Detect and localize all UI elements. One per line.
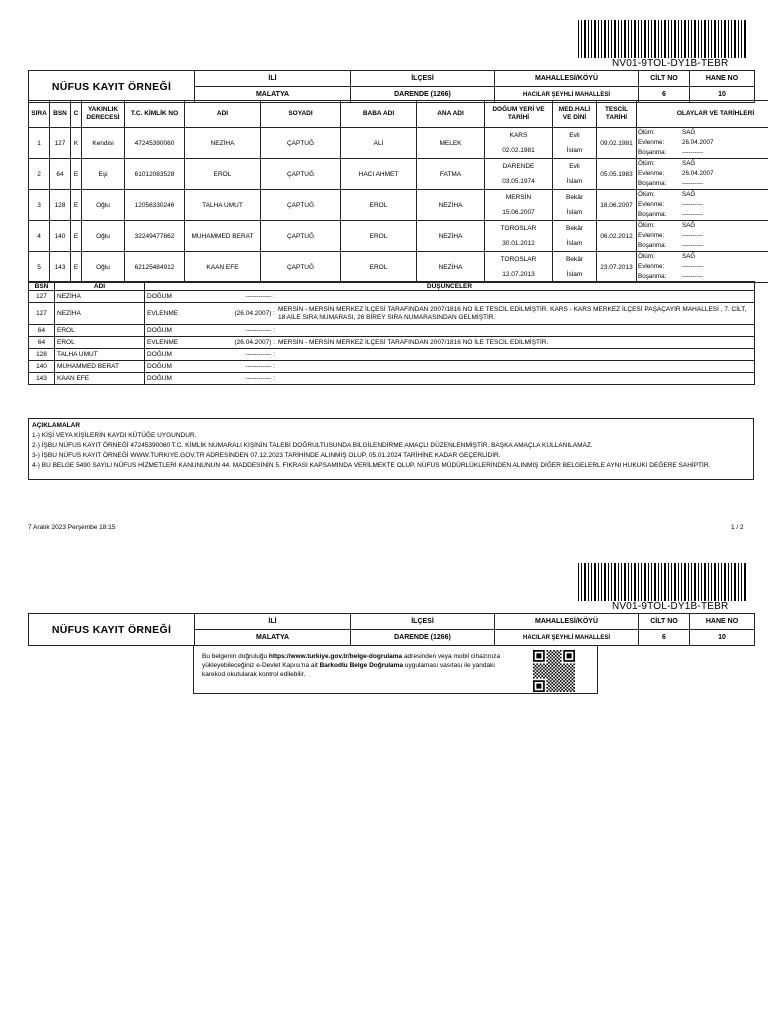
medeni-hal: Bekâr — [566, 225, 583, 232]
olay-value: ---------- — [682, 201, 703, 208]
din: İslam — [566, 271, 583, 278]
header-value-cilt: 6 — [639, 630, 690, 646]
olay-turu: DOĞUM — [147, 375, 172, 382]
aciklama-item: 3-) İŞBU NÜFUS KAYIT ÖRNEĞİ WWW.TURKIYE.GOV.TR ADRESİNDEN 07.12.2023 TARİHİNDE ALINMIŞ OLUP, 05.01.2024 TARİHİNE KADAR GEÇERLİDİR. — [32, 452, 501, 459]
cell-dogum — [485, 128, 553, 159]
notes-cell-adi: MUHAMMED BERAT — [55, 361, 145, 373]
table-row — [29, 252, 768, 283]
cell-soyadi: ÇAPTUĞ — [261, 190, 341, 221]
olay-value: ---------- — [682, 211, 703, 218]
cell-baba-adi: EROL — [341, 252, 417, 283]
dogum-tarihi: 30.01.2012 — [502, 240, 535, 247]
olay-line-evlenme — [638, 200, 768, 210]
table-header-col-yakinlik: YAKINLIK DERECESİ — [82, 101, 125, 128]
table-header-col-sira: SIRA — [29, 101, 50, 128]
olay-turu: DOĞUM — [147, 327, 172, 334]
dogum-yeri: KARS — [509, 132, 528, 139]
olay-turu: DOĞUM — [147, 363, 172, 370]
header-value-ilce: DARENDE (1266) — [351, 87, 495, 103]
cell-baba-adi: HACI AHMET — [341, 159, 417, 190]
olay-turu: EVLENME — [147, 339, 179, 346]
cell-ana-adi: NEZİHA — [417, 252, 485, 283]
header-table — [28, 70, 755, 103]
olay-line-olum — [638, 128, 768, 138]
cell-adi: MUHAMMED BERAT — [185, 221, 261, 252]
notes-row — [29, 291, 755, 303]
header-value-hane: 10 — [690, 630, 755, 646]
cell-tc-kimlik: 12056330246 — [125, 190, 185, 221]
cell-adi: KAAN EFE — [185, 252, 261, 283]
notes-row — [29, 325, 755, 337]
dogum-tarihi: 03.05.1974 — [502, 178, 535, 185]
olay-line-bosanma — [638, 148, 768, 158]
cell-olaylar — [637, 128, 768, 159]
medeni-hal: Evli — [569, 163, 580, 170]
olay-line-bosanma — [638, 179, 768, 189]
verification-text: Bu belgenin doğruluğu https://www.turkiye.gov.tr/belge-dogrulama adresinden veya mobil cihazınıza yükleyebileceğiniz e-Devlet Kapısı'na ait Barkodlu Belge Doğrulama uygulaması vasıtası ile yandaki karekod okutularak kontrol edilebilir. — [202, 653, 501, 678]
notes-cell-adi: EROL — [55, 325, 145, 337]
cell-baba-adi: EROL — [341, 190, 417, 221]
olay-turu: EVLENME — [147, 310, 179, 317]
cell-med-hali — [553, 128, 597, 159]
notes-cell-bsn: 127 — [29, 303, 55, 325]
cell-tc-kimlik: 61012083528 — [125, 159, 185, 190]
notes-cell-dusunce — [145, 303, 755, 325]
notes-cell-adi: TALHA UMUT — [55, 349, 145, 361]
cell-olaylar — [637, 221, 768, 252]
document-title: NÜFUS KAYIT ÖRNEĞİ — [29, 614, 195, 646]
notes-cell-adi: EROL — [55, 337, 145, 349]
cell-tescil: 18.06.2007 — [597, 190, 637, 221]
header-label-ilce: İLÇESİ — [351, 614, 495, 630]
notes-cell-bsn: 143 — [29, 373, 55, 385]
header-label-mahalle: MAHALLESİ/KÖYÜ — [495, 71, 639, 87]
din: İslam — [566, 147, 583, 154]
cell-bsn: 64 — [50, 159, 71, 190]
cell-olaylar — [637, 159, 768, 190]
notes-cell-adi: NEZİHA — [55, 303, 145, 325]
dogum-yeri: TOROSLAR — [500, 256, 537, 263]
table-header-col-baba: BABA ADI — [341, 101, 417, 128]
dogum-tarihi: 15.06.2007 — [502, 209, 535, 216]
din: İslam — [566, 209, 583, 216]
aciklama-item: 2-) İŞBU NÜFUS KAYIT ÖRNEĞİ 47245390060 T.C. KİMLİK NUMARALI KİŞİNİN TALEBİ DOĞRULTUSUNDA BİLGİLENDİRME AMAÇLI DÜZENLENMİŞTİR. BAŞKA AMAÇLA KULLANILAMAZ. — [32, 442, 593, 449]
cell-baba-adi: EROL — [341, 221, 417, 252]
olay-label: Boşanma: — [638, 180, 667, 187]
cell-bsn: 128 — [50, 190, 71, 221]
cell-dogum — [485, 221, 553, 252]
medeni-hal: Bekâr — [566, 256, 583, 263]
olay-label: Evlenme: — [638, 139, 665, 146]
document-code: NV01-9TOL-DY1B-TEBR — [612, 601, 729, 612]
olay-value: ---------- — [682, 180, 703, 187]
notes-row — [29, 349, 755, 361]
cell-ana-adi: MELEK — [417, 128, 485, 159]
olay-turu: DOĞUM — [147, 351, 172, 358]
olay-value: SAĞ — [682, 222, 696, 229]
notes-cell-adi: NEZİHA — [55, 291, 145, 303]
notes-cell-dusunce — [145, 291, 755, 303]
table-row — [29, 128, 768, 159]
cell-ana-adi: NEZİHA — [417, 190, 485, 221]
cell-sira: 3 — [29, 190, 50, 221]
olay-value: ---------- — [682, 242, 703, 249]
cell-cinsiyet: E — [71, 252, 82, 283]
cell-adi: TALHA UMUT — [185, 190, 261, 221]
cell-dogum — [485, 252, 553, 283]
olay-value: SAĞ — [682, 160, 696, 167]
olay-line-bosanma — [638, 241, 768, 251]
cell-soyadi: ÇAPTUĞ — [261, 252, 341, 283]
cell-med-hali — [553, 190, 597, 221]
notes-cell-bsn: 64 — [29, 337, 55, 349]
header-value-il: MALATYA — [195, 87, 351, 103]
olay-aciklama: MERSİN - MERSİN MERKEZ İLÇESİ TARAFINDAN 2007/1816 NO İLE TESCİL EDİLMİŞTİR. — [278, 338, 549, 346]
notes-cell-bsn: 64 — [29, 325, 55, 337]
header-value-mahalle: HACILAR ŞEYHLİ MAHALLESİ — [495, 630, 639, 646]
olay-value: 26.04.2007 — [682, 139, 714, 146]
cell-tc-kimlik: 62125484912 — [125, 252, 185, 283]
header-value-il: MALATYA — [195, 630, 351, 646]
notes-col-bsn: BSN — [29, 282, 55, 291]
verification-url[interactable]: https://www.turkiye.gov.tr/belge-dogrulama — [268, 653, 403, 660]
olay-label: Ölüm: — [638, 160, 655, 167]
cell-soyadi: ÇAPTUĞ — [261, 159, 341, 190]
notes-row — [29, 303, 755, 325]
table-header-col-olaylar: OLAYLAR VE TARİHLERİ — [637, 101, 768, 128]
notes-cell-bsn: 127 — [29, 291, 55, 303]
notes-col-dusunceler: DÜŞÜNCELER — [145, 282, 755, 291]
notes-cell-dusunce — [145, 337, 755, 349]
aciklama-item: 4-) BU BELGE 5490 SAYILI NÜFUS HİZMETLERİ KANUNUNUN 44. MADDESİNİN 5. FIKRASI KAPSAMINDA VERİLMEKTE OLUP, NÜFUS MÜDÜRLÜKLERİNDEN ALINMIŞ DİĞER BELGELERLE AYNI HUKUKİ DEĞERE SAHİPTİR. — [32, 462, 711, 469]
notes-row — [29, 373, 755, 385]
olay-value: ---------- — [682, 263, 703, 270]
cell-bsn: 143 — [50, 252, 71, 283]
document-code: NV01-9TOL-DY1B-TEBR — [612, 58, 729, 69]
cell-yakinlik: Oğlu — [82, 252, 125, 283]
din: İslam — [566, 240, 583, 247]
olay-turu: DOĞUM — [147, 293, 172, 300]
olay-line-olum — [638, 221, 768, 231]
cell-sira: 5 — [29, 252, 50, 283]
cell-baba-adi: ALİ — [341, 128, 417, 159]
cell-cinsiyet: E — [71, 221, 82, 252]
olay-label: Boşanma: — [638, 273, 667, 280]
olay-label: Ölüm: — [638, 222, 655, 229]
olay-value: ---------- — [682, 273, 703, 280]
notes-cell-dusunce — [145, 361, 755, 373]
notes-cell-adi: KAAN EFE — [55, 373, 145, 385]
table-header-col-soyadi: SOYADI — [261, 101, 341, 128]
cell-bsn: 127 — [50, 128, 71, 159]
olay-line-olum — [638, 159, 768, 169]
header-value-cilt: 6 — [639, 87, 690, 103]
header-value-hane: 10 — [690, 87, 755, 103]
notes-table — [28, 281, 755, 385]
header-label-il: İLİ — [195, 614, 351, 630]
dogum-yeri: DARENDE — [502, 163, 535, 170]
olay-label: Evlenme: — [638, 263, 665, 270]
olay-value: ---------- — [682, 232, 703, 239]
cell-yakinlik: Eşi — [82, 159, 125, 190]
notes-row — [29, 337, 755, 349]
cell-tc-kimlik: 47245390060 — [125, 128, 185, 159]
table-row — [29, 221, 768, 252]
header-label-cilt: CİLT NO — [639, 71, 690, 87]
table-header-col-ana: ANA ADI — [417, 101, 485, 128]
notes-cell-bsn: 128 — [29, 349, 55, 361]
cell-med-hali — [553, 221, 597, 252]
olay-value: ---------- — [682, 149, 703, 156]
cell-ana-adi: NEZİHA — [417, 221, 485, 252]
table-header-col-medhali: MED.HALİ VE DİNİ — [553, 101, 597, 128]
verification-box — [193, 645, 598, 694]
cell-sira: 2 — [29, 159, 50, 190]
table-header-col-c: C — [71, 101, 82, 128]
olay-line-olum — [638, 190, 768, 200]
table-header-col-adi: ADI — [185, 101, 261, 128]
cell-cinsiyet: E — [71, 190, 82, 221]
cell-cinsiyet: K — [71, 128, 82, 159]
cell-sira: 1 — [29, 128, 50, 159]
cell-yakinlik: Kendisi — [82, 128, 125, 159]
cell-tescil: 06.02.2012 — [597, 221, 637, 252]
olay-label: Boşanma: — [638, 242, 667, 249]
table-header-col-dogum: DOĞUM YERİ VE TARİHİ — [485, 101, 553, 128]
cell-med-hali — [553, 252, 597, 283]
dogum-yeri: TOROSLAR — [500, 225, 537, 232]
print-date: 7 Aralık 2023 Perşembe 18:15 — [28, 524, 116, 531]
cell-tescil: 23.07.2013 — [597, 252, 637, 283]
aciklamalar-title: AÇIKLAMALAR — [32, 422, 81, 429]
olay-line-evlenme — [638, 138, 768, 148]
cell-dogum — [485, 159, 553, 190]
olay-value: 26.04.2007 — [682, 170, 714, 177]
table-header-col-bsn: BSN — [50, 101, 71, 128]
table-header-col-tescil: TESCİL TARİHİ — [597, 101, 637, 128]
header-label-il: İLİ — [195, 71, 351, 87]
olay-line-olum — [638, 252, 768, 262]
qr-code — [533, 650, 575, 692]
cell-tescil: 05.05.1983 — [597, 159, 637, 190]
cell-dogum — [485, 190, 553, 221]
dogum-tarihi: 12.07.2013 — [502, 271, 535, 278]
olay-line-evlenme — [638, 231, 768, 241]
olay-label: Boşanma: — [638, 149, 667, 156]
cell-tescil: 09.02.1981 — [597, 128, 637, 159]
cell-med-hali — [553, 159, 597, 190]
header-label-ilce: İLÇESİ — [351, 71, 495, 87]
olay-label: Evlenme: — [638, 170, 665, 177]
cell-bsn: 140 — [50, 221, 71, 252]
header-label-mahalle: MAHALLESİ/KÖYÜ — [495, 614, 639, 630]
cell-olaylar — [637, 252, 768, 283]
header-label-cilt: CİLT NO — [639, 614, 690, 630]
olay-label: Ölüm: — [638, 191, 655, 198]
family-table — [28, 100, 768, 283]
dogum-tarihi: 02.02.1981 — [502, 147, 535, 154]
cell-soyadi: ÇAPTUĞ — [261, 221, 341, 252]
cell-sira: 4 — [29, 221, 50, 252]
olay-label: Boşanma: — [638, 211, 667, 218]
olay-label: Ölüm: — [638, 129, 655, 136]
olay-line-evlenme — [638, 169, 768, 179]
medeni-hal: Bekâr — [566, 194, 583, 201]
aciklama-item: 1-) KİŞİ VEYA KİŞİLERİN KAYDI KÜTÜĞE UYGUNDUR. — [32, 432, 197, 439]
barcode — [578, 20, 746, 58]
cell-tc-kimlik: 32249477862 — [125, 221, 185, 252]
cell-adi: NEZİHA — [185, 128, 261, 159]
notes-row — [29, 361, 755, 373]
dogum-yeri: MERSİN — [505, 194, 532, 201]
olay-value: SAĞ — [682, 191, 696, 198]
olay-tarihi: ------------ : — [245, 363, 275, 370]
olay-tarihi: ------------ : — [245, 327, 275, 334]
header-value-mahalle: HACILAR ŞEYHLİ MAHALLESİ — [495, 87, 639, 103]
olay-tarihi: (26.04.2007) : — [234, 310, 275, 317]
table-header-col-tc: T.C. KİMLİK NO — [125, 101, 185, 128]
din: İslam — [566, 178, 583, 185]
notes-cell-dusunce — [145, 373, 755, 385]
olay-label: Ölüm: — [638, 253, 655, 260]
header-label-hane: HANE NO — [690, 71, 755, 87]
medeni-hal: Evli — [569, 132, 580, 139]
olay-label: Evlenme: — [638, 201, 665, 208]
cell-olaylar — [637, 190, 768, 221]
olay-tarihi: ------------ : — [245, 293, 275, 300]
cell-yakinlik: Oğlu — [82, 221, 125, 252]
olay-label: Evlenme: — [638, 232, 665, 239]
cell-yakinlik: Oğlu — [82, 190, 125, 221]
document-title: NÜFUS KAYIT ÖRNEĞİ — [29, 71, 195, 103]
cell-cinsiyet: E — [71, 159, 82, 190]
olay-aciklama: MERSİN - MERSİN MERKEZ İLÇESİ TARAFINDAN 2007/1816 NO İLE TESCİL EDİLMİŞTİR. KARS - KARS MERKEZ İLÇESİ PAŞAÇAYIR MAHALLESİ , 7. CİLT, 18 AİLE SIRA NUMARASI, 26 BİREY SIRA NUMARASINDAN GELMİŞTİR. — [278, 305, 747, 321]
olay-tarihi: ------------ : — [245, 375, 275, 382]
table-row — [29, 190, 768, 221]
header-label-hane: HANE NO — [690, 614, 755, 630]
cell-soyadi: ÇAPTUĞ — [261, 128, 341, 159]
olay-tarihi: (26.04.2007) : — [234, 339, 275, 346]
olay-value: SAĞ — [682, 253, 696, 260]
cell-ana-adi: FATMA — [417, 159, 485, 190]
olay-value: SAĞ — [682, 129, 696, 136]
header-table-page2 — [28, 613, 755, 646]
notes-cell-dusunce — [145, 325, 755, 337]
olay-line-evlenme — [638, 262, 768, 272]
page-number: 1 / 2 — [731, 524, 744, 531]
notes-cell-bsn: 140 — [29, 361, 55, 373]
cell-adi: EROL — [185, 159, 261, 190]
olay-line-bosanma — [638, 210, 768, 220]
header-value-ilce: DARENDE (1266) — [351, 630, 495, 646]
notes-cell-dusunce — [145, 349, 755, 361]
barcode — [578, 563, 746, 601]
notes-col-adi: ADI — [55, 282, 145, 291]
olay-tarihi: ------------ : — [245, 351, 275, 358]
aciklamalar-box — [28, 418, 754, 480]
table-row — [29, 159, 768, 190]
